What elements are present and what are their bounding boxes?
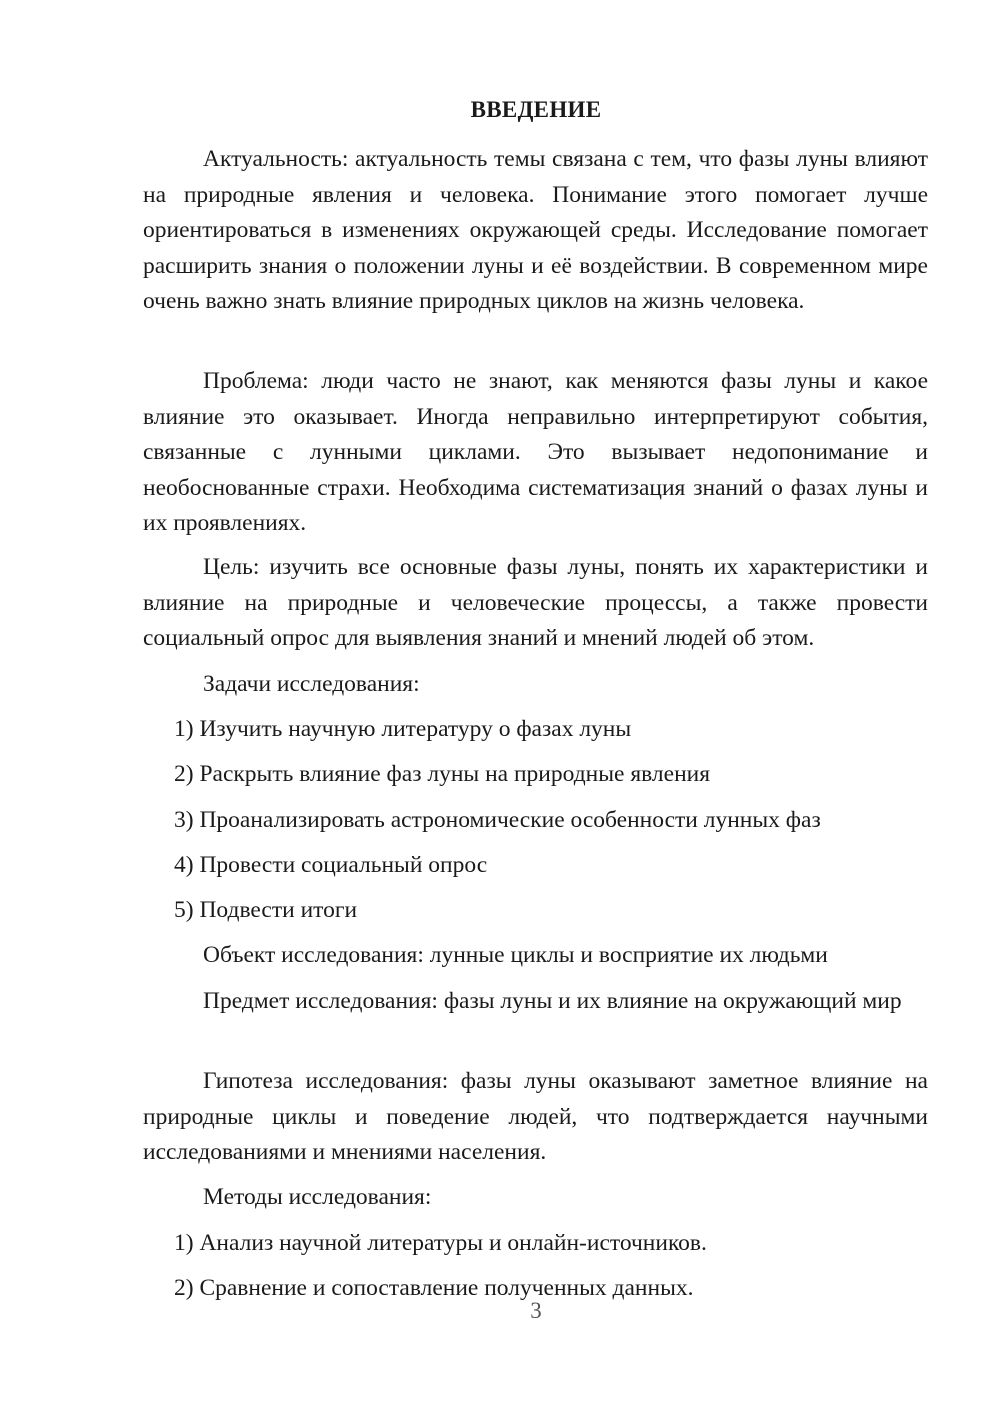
task-item-4: 4) Провести социальный опрос xyxy=(174,852,488,878)
task-item-3: 3) Проанализировать астрономические особенности лунных фаз xyxy=(174,807,821,833)
methods-heading: Методы исследования: xyxy=(203,1184,432,1210)
paragraph-subject: Предмет исследования: фазы луны и их влияние на окружающий мир xyxy=(203,988,902,1014)
paragraph-relevance: Актуальность: актуальность темы связана с тем, что фазы луны влияют на природные явления и человека. Понимание этого помогает лучше ориентироваться в изменениях окружающей среды. Исследование помогает расширить знания о положении луны и её воздействии. В современном мире очень важно знать влияние природных циклов на жизнь человека. xyxy=(143,146,928,314)
paragraph-hypothesis: Гипотеза исследования: фазы луны оказывают заметное влияние на природные циклы и поведение людей, что подтверждается научными исследованиями и мнениями населения. xyxy=(143,1068,928,1165)
task-item-5: 5) Подвести итоги xyxy=(174,897,358,923)
research-object: Объект исследования: лунные циклы и восприятие их людьми xyxy=(203,942,828,968)
paragraph-goal: Цель: изучить все основные фазы луны, понять их характеристики и влияние на природные и человеческие процессы, а также провести социальный опрос для выявления знаний и мнений людей об этом. xyxy=(143,554,928,651)
section-title: ВВЕДЕНИЕ xyxy=(470,97,602,122)
method-item-2: 2) Сравнение и сопоставление полученных данных. xyxy=(174,1275,694,1301)
page-number: 3 xyxy=(530,1298,542,1323)
method-item-1: 1) Анализ научной литературы и онлайн-источников. xyxy=(174,1230,707,1256)
task-item-2: 2) Раскрыть влияние фаз луны на природные явления xyxy=(174,761,711,787)
paragraph-problem: Проблема: люди часто не знают, как меняются фазы луны и какое влияние это оказывает. Иногда неправильно интерпретируют события, связанные с лунными циклами. Это вызывает недопонимание и необоснованные страхи. Необходима систематизация знаний о фазах луны и их проявлениях. xyxy=(143,368,928,536)
task-item-1: 1) Изучить научную литературу о фазах луны xyxy=(174,716,632,742)
tasks-heading: Задачи исследования: xyxy=(203,671,420,697)
